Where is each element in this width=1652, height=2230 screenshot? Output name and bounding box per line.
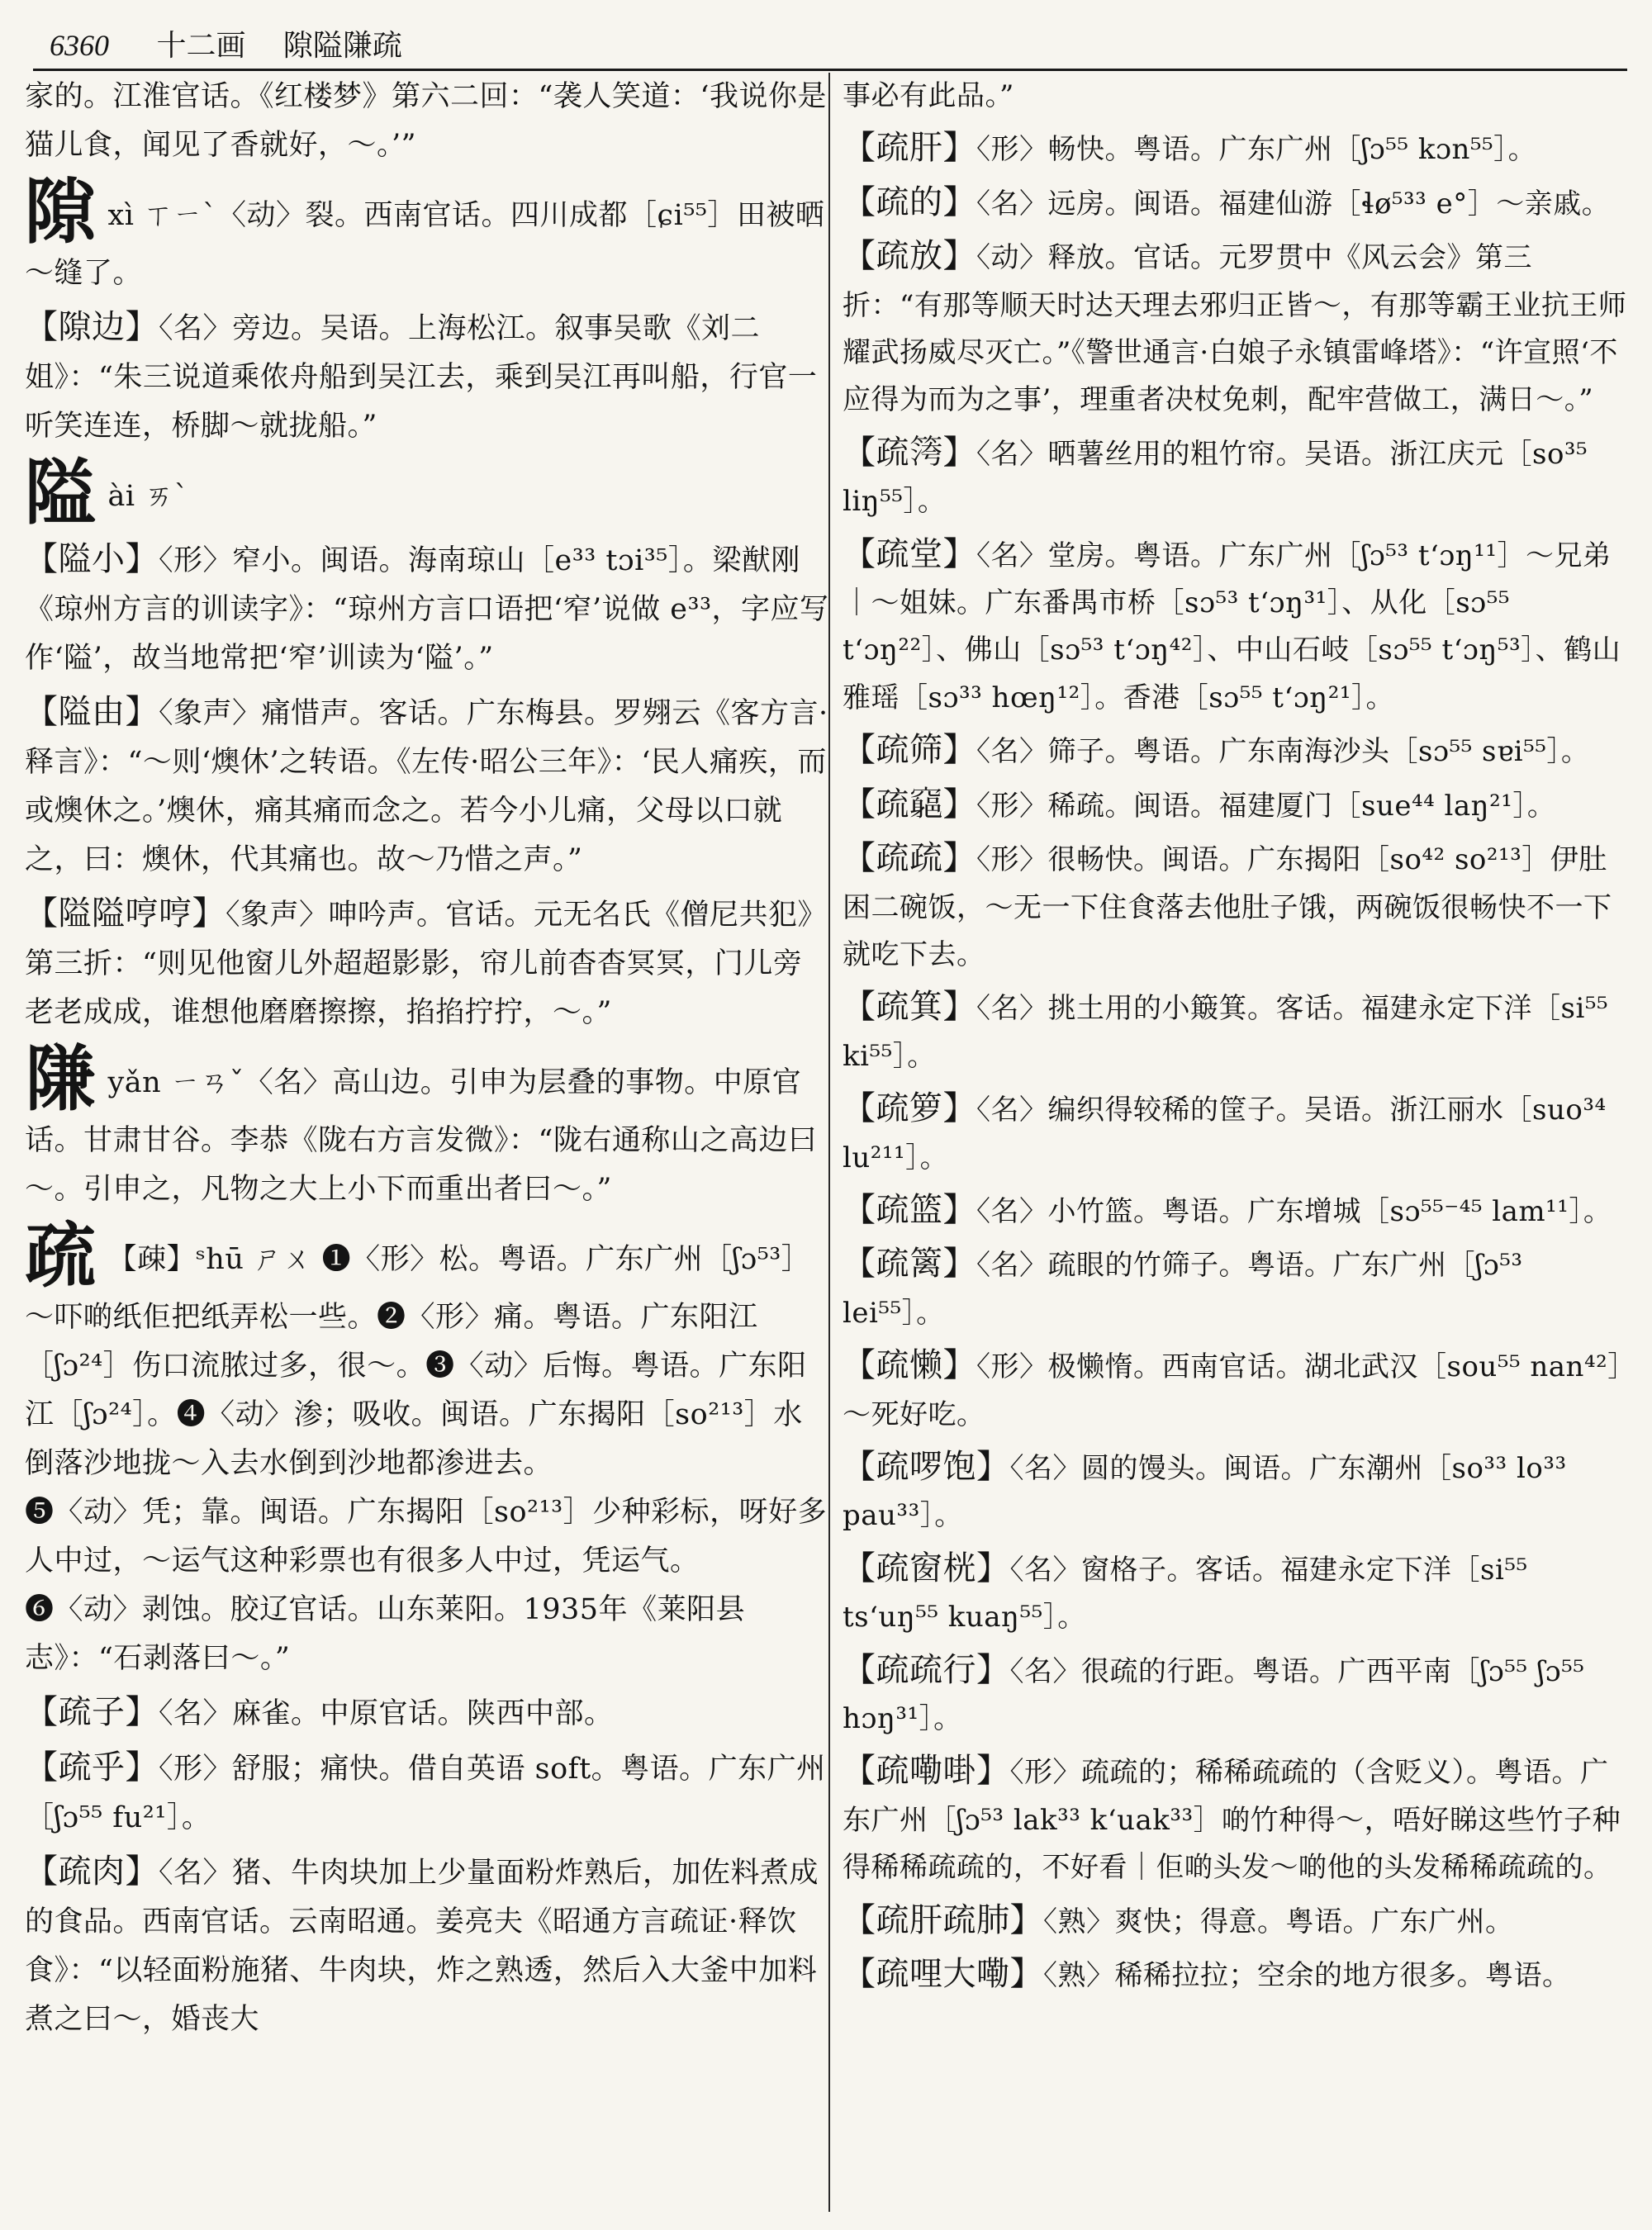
- entry-paragraph: [843, 429, 1627, 526]
- word-entry: [843, 1342, 1627, 1439]
- definition-text: 〈名〉筛子。粤语。广东南海沙头［sɔ⁵⁵ sɐi⁵⁵］。: [976, 735, 1590, 769]
- definition-text: 〈名〉挑土用的小簸箕。客话。福建永定下洋［si⁵⁵ ki⁵⁵］。: [843, 992, 1609, 1073]
- word-entry: [843, 1951, 1627, 2000]
- word-entry: [843, 1647, 1627, 1744]
- page-number: 6360: [50, 29, 109, 62]
- entry-paragraph: [25, 1037, 830, 1214]
- definition-text: 家的。江淮官话。《红楼梦》第六二回：“袭人笑道：‘我说你是猫儿食，闻见了香就好，～。’”: [25, 80, 828, 162]
- head-character: 疏: [25, 1214, 97, 1298]
- headword: 【疏嘞啩】: [843, 1752, 1010, 1791]
- entry-paragraph: [25, 890, 830, 1037]
- entry-paragraph: [25, 1586, 830, 1683]
- word-entry: [843, 233, 1627, 425]
- headword: 【疏肉】: [25, 1853, 159, 1891]
- running-header: [50, 25, 1611, 66]
- entry-paragraph: [843, 1897, 1627, 1946]
- definition-text: 〈形〉极懒惰。西南官话。湖北武汉［sou⁵⁵ nan⁴²］～死好吃。: [843, 1350, 1622, 1431]
- definition-text: 〈名〉远房。闽语。福建仙游［ɬø⁵³³ e°］～亲戚。: [976, 187, 1611, 221]
- headword: 【疏懒】: [843, 1346, 976, 1385]
- entry-paragraph: [25, 303, 830, 451]
- headword: 【隘小】: [25, 540, 159, 578]
- word-entry: [843, 835, 1627, 979]
- word-entry: [843, 727, 1627, 776]
- entry-paragraph: [843, 531, 1627, 723]
- headword: 【隘隘哼哼】: [25, 894, 225, 932]
- entry-paragraph: [25, 451, 830, 534]
- word-entry: [843, 1897, 1627, 1946]
- word-entry: [25, 1848, 830, 2044]
- word-entry: [843, 531, 1627, 723]
- entry-paragraph: [25, 1488, 830, 1586]
- headword: 【疏箩】: [843, 1089, 976, 1128]
- entry-paragraph: [25, 1848, 830, 2044]
- definition-text: 〈名〉窗格子。客话。福建永定下洋［si⁵⁵ tsʻuŋ⁵⁵ kuaŋ⁵⁵］。: [843, 1553, 1528, 1635]
- definition-text: 〈形〉很畅快。闽语。广东揭阳［so⁴² so²¹³］伊肚困二碗饭，～无一下住食落去他肚子饿，两碗饭很畅快不一下就吃下去。: [843, 843, 1612, 971]
- character-entry: [25, 1037, 830, 1214]
- definition-text: 〈名〉编织得较稀的筐子。吴语。浙江丽水［suo³⁴ lu²¹¹］。: [843, 1094, 1607, 1174]
- headword: 【疏筛】: [843, 731, 976, 770]
- definition-text: yǎn ㄧㄢˇ〈名〉高山边。引申为层叠的事物。中原官话。甘肃甘谷。李恭《陇右方言发微》：“陇右通称山之高边曰～。引申之，凡物之大上小下而重出者曰～。”: [25, 1066, 818, 1206]
- entry-paragraph: [843, 1241, 1627, 1337]
- entry-paragraph: [843, 1444, 1627, 1540]
- entry-paragraph: [25, 170, 830, 298]
- headword: 【疏哩大嘞】: [843, 1955, 1043, 1994]
- headword: 【疏𥱀】: [843, 433, 976, 472]
- header-rule: [33, 69, 1627, 71]
- definition-text: 〈名〉疏眼的竹筛子。粤语。广东广州［ʃɔ⁵³ lei⁵⁵］。: [843, 1249, 1523, 1330]
- headword: 【疏啰饱】: [843, 1447, 1010, 1486]
- definition-text: 〈名〉圆的馒头。闽语。广东潮州［so³³ lo³³ pau³³］。: [843, 1451, 1567, 1533]
- entry-paragraph: [843, 233, 1627, 425]
- headword: 【隙边】: [25, 308, 159, 346]
- character-entry: [25, 451, 830, 534]
- word-entry: [843, 429, 1627, 526]
- entry-paragraph: [843, 125, 1627, 173]
- entry-paragraph: [843, 781, 1627, 830]
- word-entry: [25, 1744, 830, 1843]
- right-column: [843, 73, 1627, 2005]
- definition-text: 〈名〉堂房。粤语。广东广州［ʃɔ⁵³ tʻɔŋ¹¹］～兄弟｜～姐妹。广东番禺市桥［sɔ⁵³ tʻɔŋ³¹］、从化［sɔ⁵⁵ tʻɔŋ²²］、佛山［sɔ⁵³ tʻɔŋ⁴²］、中山石岐［sɔ⁵⁵ tʻɔŋ⁵³］、鹤山雅瑶［sɔ³³ hœŋ¹²］。香港［sɔ⁵⁵ tʻɔŋ²¹］。: [843, 539, 1621, 714]
- definition-text: 〈象声〉痛惜声。客话。广东梅县。罗翙云《客方言·释言》：“～则‘燠休’之转语。《左传·昭公三年》：‘民人痛疾，而或燠休之。’燠休，痛其痛而念之。若今小儿痛，父母以口就之，曰：燠休，代其痛也。故～乃惜之声。”: [25, 697, 828, 876]
- head-character: 隙: [25, 170, 97, 254]
- entry-paragraph: [25, 73, 830, 170]
- headword: 【疏箕】: [843, 988, 976, 1027]
- definition-text: 〈形〉稀疏。闽语。福建厦门［sue⁴⁴ laŋ²¹］。: [976, 789, 1556, 823]
- headword: 【疏疏行】: [843, 1650, 1010, 1689]
- headword: 【疏乎】: [25, 1748, 159, 1786]
- definition-text: ài ㄞˋ: [107, 480, 189, 513]
- definition-text: 〈形〉舒服；痛快。借自英语 soft。粤语。广东广州［ʃɔ⁵⁵ fu²¹］。: [25, 1753, 826, 1834]
- character-entry: [25, 1214, 830, 1683]
- entry-paragraph: [843, 73, 1627, 120]
- entry-paragraph: [843, 727, 1627, 776]
- character-entry: [25, 170, 830, 298]
- word-entry: [843, 1545, 1627, 1642]
- definition-text: 事必有此品。”: [843, 79, 1014, 112]
- word-entry: [843, 179, 1627, 228]
- definition-text: ❻〈动〉剥蚀。胶辽官话。山东莱阳。1935年《莱阳县志》：“石剥落曰～。”: [25, 1593, 746, 1675]
- headword: 【隘由】: [25, 693, 159, 731]
- stroke-section: 十二画: [156, 29, 246, 63]
- definition-text: 〈动〉释放。官话。元罗贯中《风云会》第三折：“有那等顺天时达天理去邪归正皆～，有那等霸王业抗王师耀武扬威尽灭亡。”《警世通言·白娘子永镇雷峰塔》：“许宣照‘不应得为而为之事’，理重者决杖免刺，配牢营做工，满日～。”: [843, 241, 1627, 417]
- headword: 【疏子】: [25, 1693, 159, 1731]
- word-entry: [25, 535, 830, 683]
- headword: 【疏放】: [843, 237, 976, 276]
- definition-text: 〈熟〉稀稀拉拉；空余的地方很多。粤语。: [1043, 1959, 1571, 1993]
- header-characters: 隙隘隒疏: [282, 29, 402, 63]
- definition-text: 〈形〉窄小。闽语。海南琼山［e³³ tɔi³⁵］。梁猷刚《琼州方言的训读字》：“琼州方言口语把‘窄’说做 e³³，字应写作‘隘’，故当地常把‘窄’训读为‘隘’。”: [25, 544, 829, 675]
- definition-text: ❺〈动〉凭；靠。闽语。广东揭阳［so²¹³］少种彩标，呀好多人中过，～运气这种彩票也有很多人中过，凭运气。: [25, 1496, 828, 1578]
- left-column: [25, 73, 830, 2049]
- word-entry: [25, 688, 830, 885]
- entry-paragraph: [843, 1647, 1627, 1744]
- headword: 【疏堂】: [843, 534, 976, 573]
- entry-paragraph: [843, 1545, 1627, 1642]
- entry-paragraph: [843, 1951, 1627, 2000]
- entry-paragraph: [843, 1748, 1627, 1891]
- definition-text: 〈象声〉呻吟声。官话。元无名氏《僧尼共犯》第三折：“则见他窗儿外超超影影，帘儿前杳杳冥冥，门儿旁老老成成，谁想他磨磨擦擦，掐掐拧拧，～。”: [25, 899, 828, 1029]
- entry-paragraph: [843, 984, 1627, 1080]
- word-entry: [843, 984, 1627, 1080]
- entry-paragraph: [25, 1744, 830, 1843]
- definition-text: 〈名〉小竹篮。粤语。广东增城［sɔ⁵⁵⁻⁴⁵ lam¹¹］。: [976, 1194, 1612, 1228]
- definition-text: 〈熟〉爽快；得意。粤语。广东广州。: [1043, 1905, 1514, 1938]
- definition-text: 〈名〉晒薯丝用的粗竹帘。吴语。浙江庆元［so³⁵ liŋ⁵⁵］。: [843, 437, 1588, 519]
- entry-continuation: [843, 73, 1627, 120]
- entry-continuation: [25, 73, 830, 170]
- entry-paragraph: [25, 1688, 830, 1739]
- entry-paragraph: [843, 1085, 1627, 1182]
- word-entry: [843, 1241, 1627, 1337]
- definition-text: 〈形〉畅快。粤语。广东广州［ʃɔ⁵⁵ kɔn⁵⁵］。: [976, 133, 1537, 167]
- headword: 【疏肝】: [843, 129, 976, 168]
- entry-paragraph: [25, 1214, 830, 1488]
- entry-paragraph: [25, 688, 830, 885]
- word-entry: [25, 890, 830, 1037]
- headword: 【疏窗桄】: [843, 1549, 1010, 1587]
- entry-paragraph: [25, 535, 830, 683]
- definition-text: 【疎】ˢhū ㄕㄨ ❶〈形〉松。粤语。广东广州［ʃɔ⁵³］～吓啲纸佢把纸弄松一些。❷〈形〉痛。粤语。广东阳江［ʃɔ²⁴］伤口流脓过多，很～。❸〈动〉后悔。粤语。广东阳江［ʃɔ²⁴］。❹〈动〉渗；吸收。闽语。广东揭阳［so²¹³］水倒落沙地拢～入去水倒到沙地都渗进去。: [25, 1243, 811, 1480]
- definition-text: 〈形〉疏疏的；稀稀疏疏的（含贬义）。粤语。广东广州［ʃɔ⁵³ lak³³ kʻuak³³］啲竹种得～，唔好睇这些竹子种得稀稀疏疏的，不好看｜佢啲头发～啲他的头发稀稀疏疏的。: [843, 1756, 1621, 1885]
- definition-text: 〈名〉旁边。吴语。上海松江。叙事吴歌《刘二姐》：“朱三说道乘侬舟船到吴江去，乘到吴江再叫船，行官一听笑连连，桥脚～就拢船。”: [25, 312, 818, 443]
- definition-text: 〈名〉猪、牛肉块加上少量面粉炸熟后，加佐料煮成的食品。西南官话。云南昭通。姜亮夫《昭通方言疏证·释饮食》：“以轻面粉施猪、牛肉块，炸之熟透，然后入大釜中加料煮之曰～，婚丧大: [25, 1857, 819, 2036]
- head-character: 隘: [25, 451, 97, 534]
- word-entry: [25, 1688, 830, 1739]
- entry-paragraph: [843, 835, 1627, 979]
- word-entry: [843, 1085, 1627, 1182]
- word-entry: [25, 303, 830, 451]
- head-character: 隒: [25, 1037, 97, 1121]
- headword: 【疏的】: [843, 183, 976, 221]
- headword: 【疏疏】: [843, 839, 976, 878]
- headword: 【疏𥨪】: [843, 785, 976, 823]
- definition-text: 〈名〉麻雀。中原官话。陕西中部。: [159, 1697, 614, 1730]
- word-entry: [843, 1444, 1627, 1540]
- definition-text: 〈名〉很疏的行距。粤语。广西平南［ʃɔ⁵⁵ ʃɔ⁵⁵ hɔŋ³¹］。: [843, 1654, 1585, 1735]
- headword: 【疏篮】: [843, 1190, 976, 1229]
- word-entry: [843, 781, 1627, 830]
- entry-paragraph: [843, 179, 1627, 228]
- word-entry: [843, 125, 1627, 173]
- entry-paragraph: [843, 1342, 1627, 1439]
- definition-text: xì ㄒㄧˋ〈动〉裂。西南官话。四川成都［ɕi⁵⁵］田被晒～缝了。: [25, 199, 825, 290]
- word-entry: [843, 1187, 1627, 1236]
- headword: 【疏篱】: [843, 1245, 976, 1283]
- word-entry: [843, 1748, 1627, 1891]
- headword: 【疏肝疏肺】: [843, 1900, 1043, 1939]
- entry-paragraph: [843, 1187, 1627, 1236]
